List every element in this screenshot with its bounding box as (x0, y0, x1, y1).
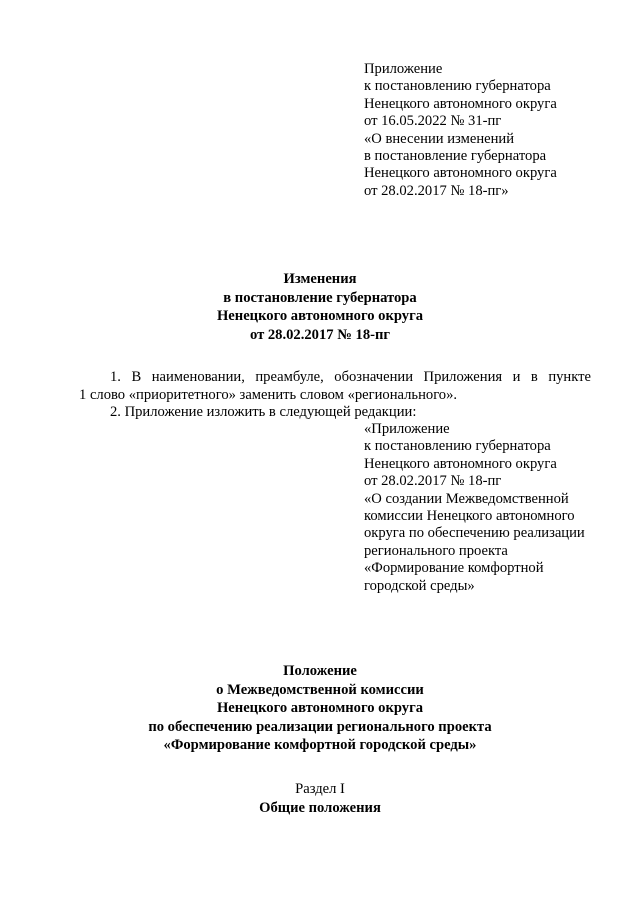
changes-title-line: в постановление губернатора (223, 289, 417, 306)
appendix-header-line: от 28.02.2017 № 18-пг» (364, 182, 509, 199)
changes-title-line: Изменения (283, 271, 357, 287)
position-title-line: Ненецкого автономного округа (216, 700, 424, 717)
inner-appendix-line: «Формирование комфортной (364, 560, 544, 577)
item-1-line-2: 1 слово «приоритетного» заменить словом «регионального». (79, 386, 458, 403)
appendix-header-line: в постановление губернатора (364, 147, 547, 164)
section-title: Общие положения (259, 799, 381, 816)
changes-title-line: от 28.02.2017 № 18-пг (249, 326, 391, 343)
appendix-header-line: Ненецкого автономного округа (364, 95, 557, 112)
section-heading (0, 780, 640, 817)
item-1-line-1: 1. В наименовании, преамбуле, обозначении Приложения и в пункте (110, 369, 591, 385)
change-items (79, 369, 591, 422)
item-2: 2. Приложение изложить в следующей редакции: (110, 404, 417, 421)
inner-appendix-line: округа по обеспечению реализации (364, 525, 585, 542)
inner-appendix-line: к постановлению губернатора (364, 438, 551, 455)
appendix-header (364, 61, 557, 200)
position-title (0, 662, 640, 755)
inner-appendix (364, 421, 585, 595)
appendix-header-line: Приложение (364, 61, 443, 77)
appendix-header-line: «О внесении изменений (364, 130, 515, 147)
appendix-header-line: к постановлению губернатора (364, 78, 551, 95)
changes-title (0, 270, 640, 344)
appendix-header-line: Ненецкого автономного округа (364, 165, 557, 182)
appendix-header-line: от 16.05.2022 № 31-пг (364, 113, 502, 130)
inner-appendix-line: «Приложение (364, 421, 450, 437)
changes-title-line: Ненецкого автономного округа (216, 308, 424, 325)
position-title-line: Положение (283, 663, 357, 679)
inner-appendix-line: комиссии Ненецкого автономного (364, 507, 575, 524)
inner-appendix-line: «О создании Межведомственной (364, 490, 569, 507)
inner-appendix-line: городской среды» (364, 577, 475, 594)
inner-appendix-line: от 28.02.2017 № 18-пг (364, 473, 502, 490)
position-title-line: о Межведомственной комиссии (216, 681, 424, 698)
position-title-line: по обеспечению реализации регионального проекта (148, 718, 492, 735)
inner-appendix-line: Ненецкого автономного округа (364, 455, 557, 472)
inner-appendix-line: регионального проекта (364, 542, 508, 559)
section-number: Раздел I (295, 781, 345, 797)
position-title-line: «Формирование комфортной городской среды» (163, 737, 477, 754)
